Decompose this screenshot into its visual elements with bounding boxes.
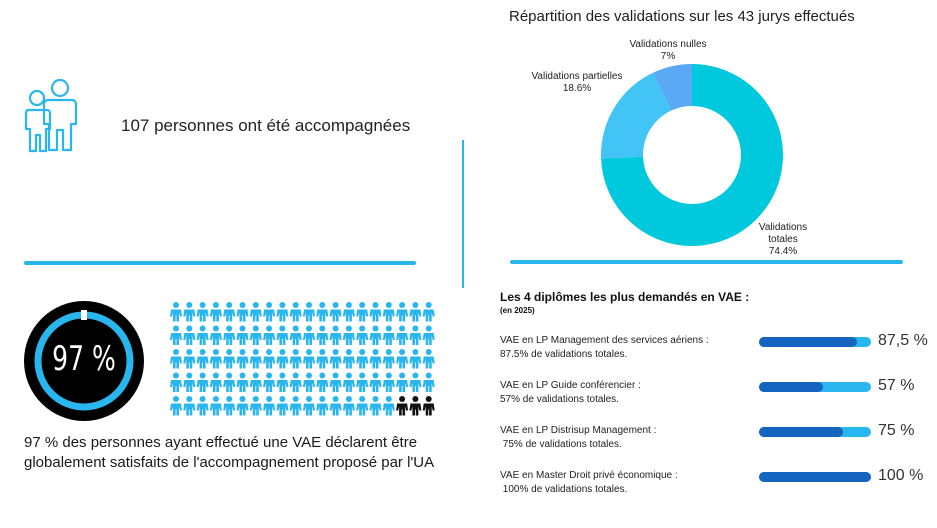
person-satisfied-icon (183, 373, 195, 393)
person-satisfied-icon (370, 326, 382, 346)
bar-value-2: 75 % (878, 422, 915, 439)
person-satisfied-icon (183, 326, 195, 346)
person-satisfied-icon (316, 302, 328, 322)
person-satisfied-icon (250, 302, 262, 322)
person-satisfied-icon (170, 373, 182, 393)
diplomas-title: Les 4 diplômes les plus demandés en VAE : (500, 290, 750, 304)
person-satisfied-icon (396, 349, 408, 369)
person-satisfied-icon (290, 373, 302, 393)
person-satisfied-icon (343, 396, 355, 416)
person-satisfied-icon (383, 326, 395, 346)
satisfaction-gauge (24, 301, 144, 421)
diploma-label-0: VAE en LP Management des services aériens : 87.5% de validations totales. (500, 335, 709, 360)
person-satisfied-icon (170, 302, 182, 322)
person-satisfied-icon (210, 302, 222, 322)
person-satisfied-icon (223, 349, 235, 369)
person-satisfied-icon (330, 373, 342, 393)
person-satisfied-icon (423, 373, 435, 393)
center-divider (462, 140, 464, 288)
pie-label-0: Validations totales 74.4% (758, 222, 808, 257)
satisfaction-text: 97 % des personnes ayant effectué une VAE déclarent être globalement satisfaits de l'accompagnement proposé par l'UA (24, 434, 435, 471)
person-satisfied-icon (370, 349, 382, 369)
person-satisfied-icon (197, 302, 209, 322)
person-unsatisfied-icon (396, 396, 408, 416)
person-satisfied-icon (250, 349, 262, 369)
person-satisfied-icon (170, 349, 182, 369)
left-divider (24, 261, 416, 265)
person-satisfied-icon (303, 396, 315, 416)
person-satisfied-icon (237, 326, 249, 346)
bar-fill-0 (759, 337, 857, 347)
person-satisfied-icon (383, 396, 395, 416)
person-satisfied-icon (409, 373, 421, 393)
person-satisfied-icon (303, 373, 315, 393)
person-satisfied-icon (210, 349, 222, 369)
person-satisfied-icon (370, 302, 382, 322)
person-satisfied-icon (276, 396, 288, 416)
bar-fill-2 (759, 427, 843, 437)
bar-fill-1 (759, 382, 823, 392)
person-satisfied-icon (303, 302, 315, 322)
person-satisfied-icon (290, 326, 302, 346)
bar-track-0 (759, 337, 871, 347)
person-satisfied-icon (237, 373, 249, 393)
person-satisfied-icon (170, 326, 182, 346)
person-satisfied-icon (170, 396, 182, 416)
person-satisfied-icon (263, 302, 275, 322)
person-satisfied-icon (290, 302, 302, 322)
pie-title: Répartition des validations sur les 43 jurys effectués (509, 8, 855, 25)
person-satisfied-icon (330, 396, 342, 416)
gauge-value: 97 % (52, 339, 116, 379)
person-satisfied-icon (343, 302, 355, 322)
diploma-label-2: VAE en LP Distrisup Management : 75% de validations totales. (500, 425, 657, 450)
person-satisfied-icon (263, 349, 275, 369)
person-satisfied-icon (303, 349, 315, 369)
diploma-label-1: VAE en LP Guide conférencier : 57% de validations totales. (500, 380, 641, 405)
person-satisfied-icon (250, 326, 262, 346)
person-satisfied-icon (409, 302, 421, 322)
person-satisfied-icon (356, 396, 368, 416)
person-satisfied-icon (343, 373, 355, 393)
person-satisfied-icon (210, 326, 222, 346)
bar-fill-3 (759, 472, 871, 482)
person-satisfied-icon (276, 373, 288, 393)
person-satisfied-icon (343, 326, 355, 346)
person-satisfied-icon (183, 349, 195, 369)
person-satisfied-icon (370, 373, 382, 393)
person-satisfied-icon (197, 373, 209, 393)
person-satisfied-icon (396, 373, 408, 393)
person-satisfied-icon (183, 302, 195, 322)
person-satisfied-icon (263, 373, 275, 393)
person-satisfied-icon (290, 396, 302, 416)
person-satisfied-icon (210, 373, 222, 393)
person-satisfied-icon (237, 349, 249, 369)
person-satisfied-icon (330, 302, 342, 322)
pie-label-2: Validations nulles 7% (629, 39, 707, 62)
person-satisfied-icon (356, 373, 368, 393)
person-satisfied-icon (276, 326, 288, 346)
person-satisfied-icon (370, 396, 382, 416)
person-satisfied-icon (316, 326, 328, 346)
person-satisfied-icon (290, 349, 302, 369)
person-satisfied-icon (409, 349, 421, 369)
person-satisfied-icon (223, 302, 235, 322)
person-satisfied-icon (303, 326, 315, 346)
person-satisfied-icon (250, 373, 262, 393)
person-satisfied-icon (423, 349, 435, 369)
person-satisfied-icon (356, 349, 368, 369)
person-satisfied-icon (423, 326, 435, 346)
person-satisfied-icon (356, 326, 368, 346)
pie-label-1: Validations partielles 18.6% (531, 71, 623, 94)
bar-track-2 (759, 427, 871, 437)
person-satisfied-icon (356, 302, 368, 322)
person-satisfied-icon (183, 396, 195, 416)
people-grid (170, 300, 440, 418)
person-unsatisfied-icon (409, 396, 421, 416)
bar-value-3: 100 % (878, 467, 924, 484)
person-satisfied-icon (396, 326, 408, 346)
person-satisfied-icon (263, 326, 275, 346)
person-satisfied-icon (237, 302, 249, 322)
diplomas-subtitle: (en 2025) (500, 306, 535, 315)
person-satisfied-icon (223, 373, 235, 393)
person-satisfied-icon (396, 302, 408, 322)
right-divider (510, 260, 903, 264)
person-satisfied-icon (383, 302, 395, 322)
person-satisfied-icon (197, 326, 209, 346)
people-count-text: 107 personnes ont été accompagnées (121, 116, 411, 135)
person-satisfied-icon (223, 396, 235, 416)
person-satisfied-icon (197, 396, 209, 416)
person-satisfied-icon (330, 326, 342, 346)
bar-track-1 (759, 382, 871, 392)
person-satisfied-icon (223, 326, 235, 346)
bar-track-3 (759, 472, 871, 482)
bar-value-0: 87,5 % (878, 332, 928, 349)
person-satisfied-icon (276, 302, 288, 322)
person-satisfied-icon (409, 326, 421, 346)
person-satisfied-icon (316, 373, 328, 393)
person-satisfied-icon (237, 396, 249, 416)
person-satisfied-icon (197, 349, 209, 369)
person-satisfied-icon (316, 349, 328, 369)
person-satisfied-icon (276, 349, 288, 369)
person-satisfied-icon (383, 373, 395, 393)
person-satisfied-icon (330, 349, 342, 369)
diploma-label-3: VAE en Master Droit privé économique : 100% de validations totales. (500, 470, 678, 495)
person-satisfied-icon (343, 349, 355, 369)
person-unsatisfied-icon (423, 396, 435, 416)
person-satisfied-icon (263, 396, 275, 416)
person-satisfied-icon (383, 349, 395, 369)
person-satisfied-icon (316, 396, 328, 416)
bar-value-1: 57 % (878, 377, 915, 394)
person-satisfied-icon (423, 302, 435, 322)
person-satisfied-icon (210, 396, 222, 416)
person-satisfied-icon (250, 396, 262, 416)
people-icon (22, 76, 78, 154)
